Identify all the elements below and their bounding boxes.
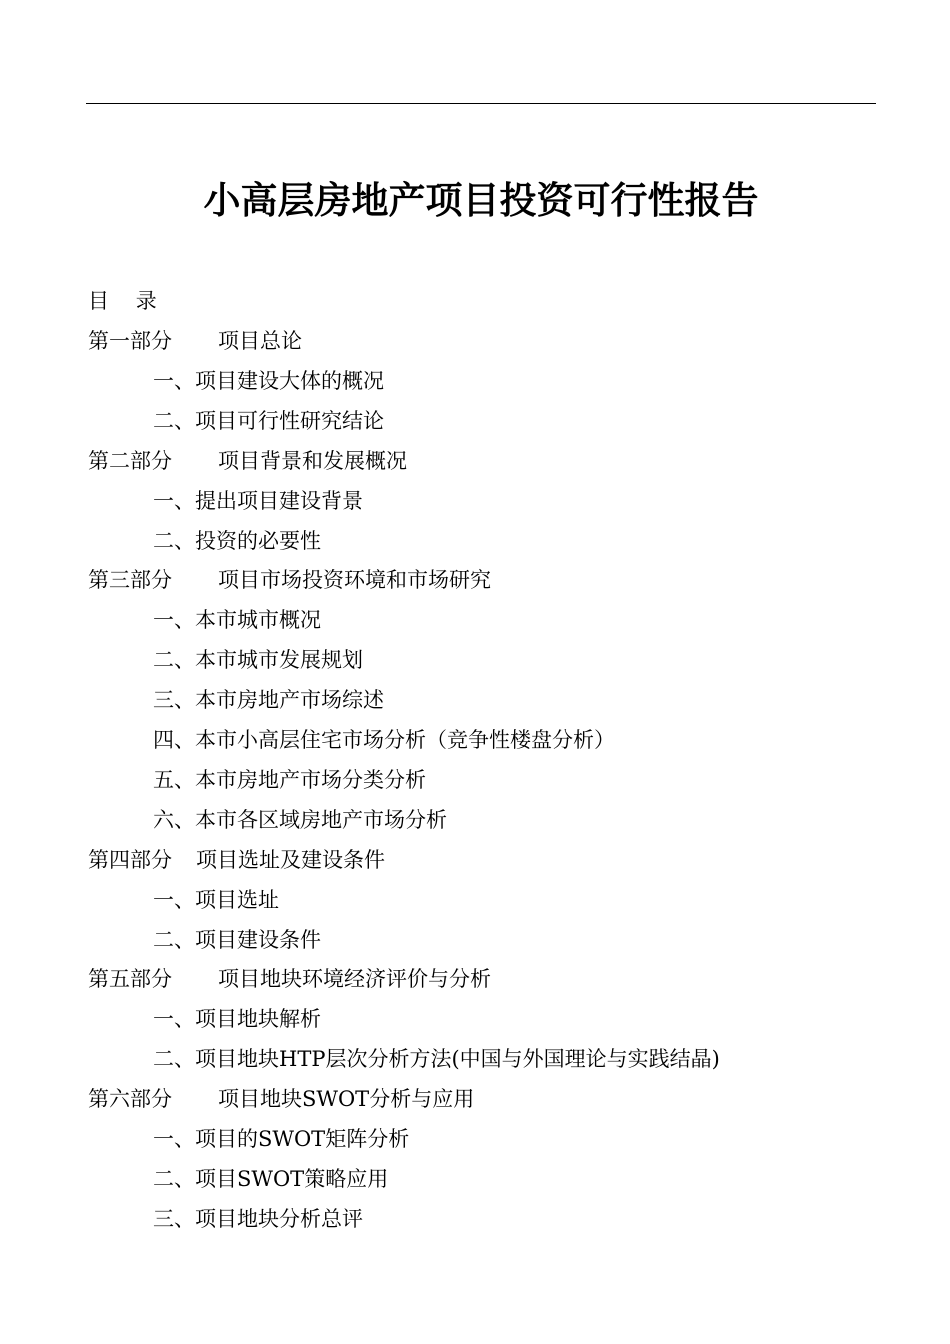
toc-section-entry[interactable]: 四、本市小高层住宅市场分析（竞争性楼盘分析） — [153, 728, 615, 752]
toc-section-entry[interactable]: 二、项目地块HTP层次分析方法(中国与外国理论与实践结晶) — [153, 1047, 720, 1071]
toc-part-entry[interactable] — [88, 1084, 474, 1114]
toc-section-entry[interactable]: 一、项目地块解析 — [153, 1007, 321, 1031]
toc-part-number: 第四部分 — [88, 848, 172, 872]
toc-section-entry[interactable]: 六、本市各区域房地产市场分析 — [153, 808, 447, 832]
toc-part-title: 项目地块SWOT分析与应用 — [218, 1087, 475, 1111]
toc-section-entry[interactable]: 五、本市房地产市场分类分析 — [153, 768, 426, 792]
toc-part-title: 项目总论 — [218, 329, 302, 353]
document-title: 小高层房地产项目投资可行性报告 — [203, 178, 759, 222]
toc-part-title: 项目选址及建设条件 — [196, 848, 385, 872]
toc-part-title: 项目地块环境经济评价与分析 — [218, 967, 491, 991]
toc-section-entry[interactable]: 二、项目建设条件 — [153, 928, 321, 952]
toc-section-entry[interactable]: 一、本市城市概况 — [153, 608, 321, 632]
toc-section-entry[interactable]: 二、本市城市发展规划 — [153, 648, 363, 672]
toc-section-entry[interactable]: 二、项目可行性研究结论 — [153, 409, 384, 433]
toc-part-title: 项目市场投资环境和市场研究 — [218, 568, 491, 592]
toc-section-entry[interactable]: 三、项目地块分析总评 — [153, 1207, 363, 1231]
toc-section-entry[interactable]: 一、提出项目建设背景 — [153, 489, 363, 513]
toc-heading: 目 录 — [88, 289, 157, 313]
toc-part-entry[interactable] — [88, 964, 491, 994]
toc-section-entry[interactable]: 三、本市房地产市场综述 — [153, 688, 384, 712]
toc-section-entry[interactable]: 一、项目的SWOT矩阵分析 — [153, 1127, 410, 1151]
toc-part-entry[interactable] — [88, 565, 491, 595]
toc-section-entry[interactable]: 二、项目SWOT策略应用 — [153, 1167, 389, 1191]
toc-part-number: 第三部分 — [88, 568, 172, 592]
toc-part-number: 第二部分 — [88, 449, 172, 473]
toc-part-title: 项目背景和发展概况 — [218, 449, 407, 473]
toc-section-entry[interactable]: 一、项目建设大体的概况 — [153, 369, 384, 393]
toc-part-entry[interactable] — [88, 446, 407, 476]
toc-part-number: 第六部分 — [88, 1087, 172, 1111]
toc-section-entry[interactable]: 二、投资的必要性 — [153, 529, 321, 553]
toc-section-entry[interactable]: 一、项目选址 — [153, 888, 279, 912]
toc-part-number: 第五部分 — [88, 967, 172, 991]
toc-part-entry[interactable] — [88, 326, 302, 356]
toc-part-entry[interactable] — [88, 845, 385, 875]
toc-part-number: 第一部分 — [88, 329, 172, 353]
header-rule — [86, 103, 876, 104]
